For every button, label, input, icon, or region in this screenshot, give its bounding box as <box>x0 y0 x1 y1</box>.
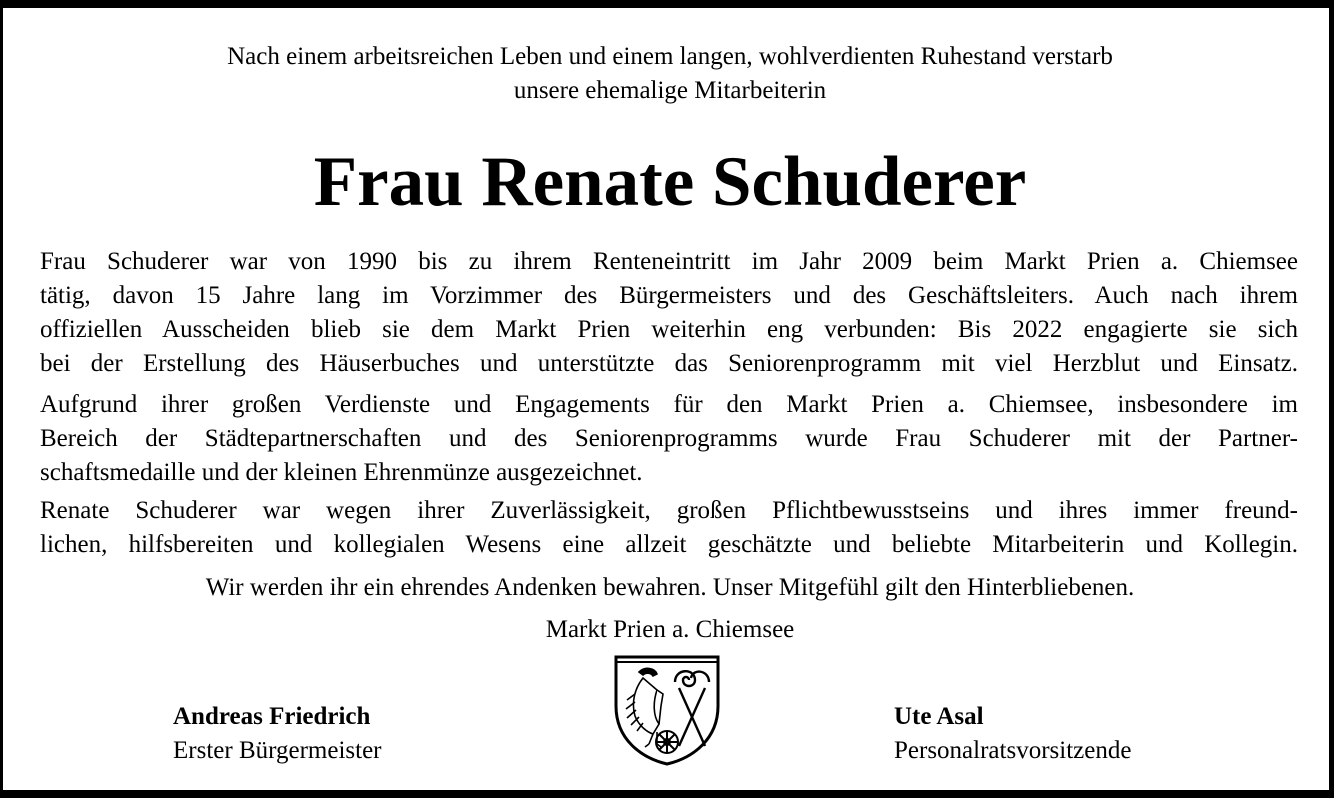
intro-line-1: Nach einem arbeitsreichen Leben und einem langen, wohlverdienten Ruhestand verstarb <box>227 43 1113 70</box>
coat-of-arms-icon <box>613 654 721 766</box>
intro-text <box>3 40 1334 108</box>
paragraph-character <box>40 494 1298 562</box>
paragraph-line: schaftsmedaille und der kleinen Ehrenmünze ausgezeichnet. <box>40 459 643 486</box>
paragraph-line: Bereich der Städtepartnerschaften und des Seniorenprogramms wurde Frau Schuderer mit der Partner- <box>40 425 1298 452</box>
paragraph-line: Frau Schuderer war von 1990 bis zu ihrem Renteneintritt im Jahr 2009 beim Markt Prien a. Chiemsee <box>40 248 1298 275</box>
town-name: Markt Prien a. Chiemsee <box>545 616 795 643</box>
closing-sentence: Wir werden ihr ein ehrendes Andenken bewahren. Unser Mitgefühl gilt den Hinterbliebenen. <box>205 574 1135 601</box>
signatory-title: Personalratsvorsitzende <box>894 737 1132 764</box>
paragraph-line: lichen, hilfsbereiten und kollegialen Wesens eine allzeit geschätzte und beliebte Mitarbeiterin und Kollegin. <box>40 531 1298 558</box>
paragraph-line: Aufgrund ihrer großen Verdienste und Engagements für den Markt Prien a. Chiemsee, insbesondere im <box>40 391 1298 418</box>
signatory-name: Ute Asal <box>894 703 984 730</box>
intro-line-2: unsere ehemalige Mitarbeiterin <box>513 77 827 104</box>
paragraph-line: Renate Schuderer war wegen ihrer Zuverlässigkeit, großen Pflichtbewusstseins und ihres immer freund- <box>40 497 1298 524</box>
paragraph-honors <box>40 388 1298 490</box>
signatory-staff-council <box>894 700 1131 768</box>
deceased-name: Frau Renate Schuderer <box>313 143 1027 221</box>
signatory-mayor <box>173 700 382 768</box>
signatory-name: Andreas Friedrich <box>173 703 371 730</box>
paragraph-line: bei der Erstellung des Häuserbuches und unterstützte das Seniorenprogramm mit viel Herzblut und Einsatz. <box>40 350 1298 377</box>
paragraph-line: tätig, davon 15 Jahre lang im Vorzimmer des Bürgermeisters und des Geschäftsleiters. Auch nach ihrem <box>40 282 1298 309</box>
paragraph-career <box>40 245 1298 381</box>
signatory-title: Erster Bürgermeister <box>173 737 382 764</box>
paragraph-line: offiziellen Ausscheiden blieb sie dem Markt Prien weiterhin eng verbunden: Bis 2022 engagierte sie sich <box>40 316 1298 343</box>
